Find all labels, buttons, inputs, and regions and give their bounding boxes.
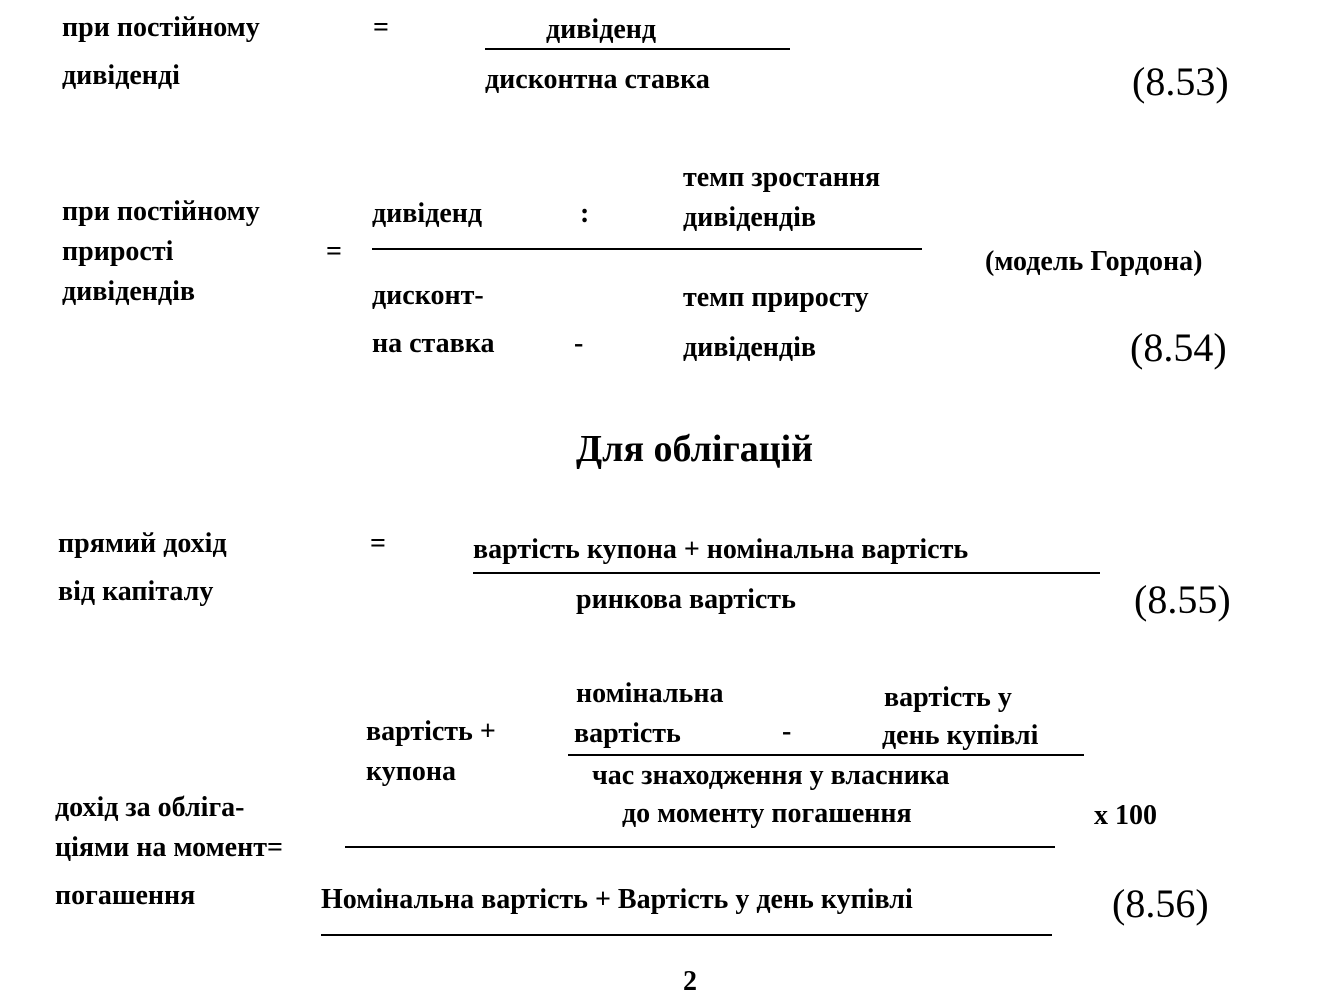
f856-nominal-line2: вартість xyxy=(574,718,681,749)
f856-purchase-line1: вартість у xyxy=(884,682,1012,713)
f854-discount-line1: дисконт- xyxy=(372,280,484,311)
f854-model-name: (модель Гордона) xyxy=(985,246,1203,277)
f854-discount-line2: на ставка xyxy=(372,328,495,359)
f854-equals: = xyxy=(326,236,342,267)
f856-minus: - xyxy=(782,716,792,747)
f854-increment-rate-line1: темп приросту xyxy=(683,282,869,313)
f856-equation-number: (8.56) xyxy=(1112,881,1209,926)
f854-label-line1: при постійному xyxy=(62,196,260,227)
f856-time-line2: до моменту погашення xyxy=(622,798,912,829)
f854-equation-number: (8.54) xyxy=(1130,325,1227,370)
f853-denominator: дисконтна ставка xyxy=(485,64,710,95)
f853-numerator: дивіденд xyxy=(546,14,657,45)
f854-growth-rate-line2: дивідендів xyxy=(683,202,816,233)
f855-fraction-line xyxy=(473,572,1100,574)
f855-equals: = xyxy=(370,528,386,559)
f855-label-line2: від капіталу xyxy=(58,576,214,607)
f854-fraction-line xyxy=(372,248,922,250)
f856-main-fraction-line xyxy=(345,846,1055,848)
f853-equals: = xyxy=(373,12,389,43)
f853-label-line1: при постійному xyxy=(62,12,260,43)
f854-numerator-dividend: дивіденд xyxy=(372,198,483,229)
section-title: Для облігацій xyxy=(576,428,814,470)
f856-purchase-line2: день купівлі xyxy=(882,720,1039,751)
f855-label-line1: прямий дохід xyxy=(58,528,227,559)
f856-time-line1: час знаходження у власника xyxy=(592,760,950,791)
f854-label-line2: прирості xyxy=(62,236,174,267)
f854-label-line3: дивідендів xyxy=(62,276,195,307)
page-number: 2 xyxy=(683,966,697,997)
f854-minus: - xyxy=(574,328,584,359)
f856-label-line2: ціями на момент= xyxy=(55,832,283,863)
f856-nominal-line1: номінальна xyxy=(576,678,724,709)
f856-coupon-line2: купона xyxy=(366,756,457,787)
f855-denominator: ринкова вартість xyxy=(576,584,796,615)
f856-label-line1: дохід за облiга- xyxy=(55,792,245,823)
f856-denominator-underline xyxy=(321,934,1052,936)
f854-colon: : xyxy=(580,198,590,229)
f856-label-line3: погашення xyxy=(55,880,196,911)
f856-coupon-line1: вартість + xyxy=(366,716,496,747)
f856-denominator: Номінальна вартість + Вартість у день купівлі xyxy=(321,884,913,915)
f855-equation-number: (8.55) xyxy=(1134,577,1231,622)
f855-numerator: вартість купона + номінальна вартість xyxy=(473,534,969,565)
f856-times-100: х 100 xyxy=(1094,800,1157,831)
f854-growth-rate-line1: темп зростання xyxy=(683,162,881,193)
f854-increment-rate-line2: дивідендів xyxy=(683,332,816,363)
f853-label-line2: дивіденді xyxy=(62,60,180,91)
f856-inner-fraction-line xyxy=(568,754,1084,756)
f853-equation-number: (8.53) xyxy=(1132,59,1229,104)
f853-fraction-line xyxy=(485,48,790,50)
